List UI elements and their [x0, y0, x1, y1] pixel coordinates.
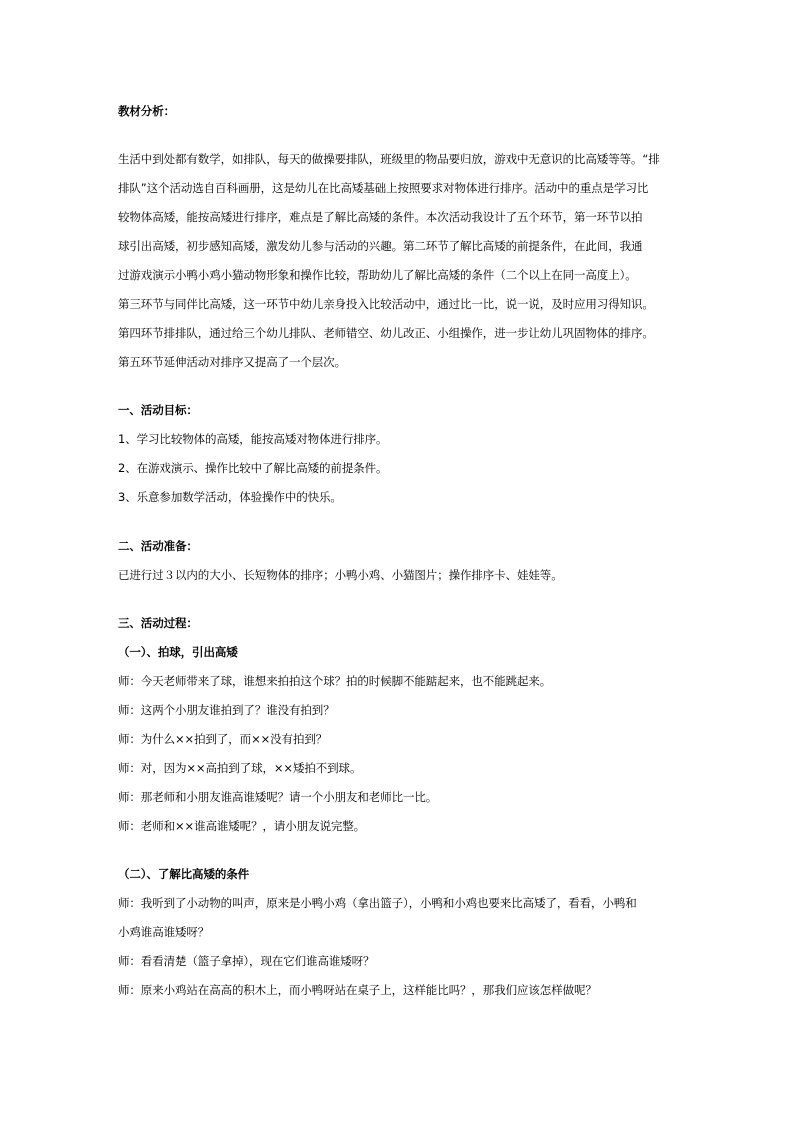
part1-heading: （一）、拍球，引出高矮: [118, 645, 238, 659]
dialogue-line: 师：原来小鸡站在高高的积木上，而小鸭呀站在桌子上，这样能比吗？，那我们应该怎样做呢？: [118, 983, 597, 997]
analysis-line: 球引出高矮，初步感知高矮，激发幼儿参与活动的兴趣。第二环节了解比高矮的前提条件，在此间，我通: [118, 239, 643, 253]
dialogue-line: 师：老师和××谁高谁矮呢？，请小朋友说完整。: [118, 819, 366, 833]
goals-heading: 一、活动目标：: [118, 403, 198, 417]
process-heading: 三、活动过程：: [118, 616, 198, 630]
analysis-line: 第三环节与同伴比高矮，这一环节中幼儿亲身投入比较活动中，通过比一比，说一说，及时应用习得知识。: [118, 297, 654, 311]
goal-item: 2、在游戏演示、操作比较中了解比高矮的前提条件。: [118, 461, 388, 475]
dialogue-line: 师：那老师和小朋友谁高谁矮呢？请一个小朋友和老师比一比。: [118, 790, 438, 804]
dialogue-line: 师：对，因为××高拍到了球，××矮拍不到球。: [118, 761, 362, 775]
prep-text: 已进行过３以内的大小、长短物体的排序；小鸭小鸡、小猫图片；操作排序卡、娃娃等。: [118, 568, 563, 582]
dialogue-line: 师：这两个小朋友谁拍到了？谁没有拍到？: [118, 703, 335, 717]
analysis-heading: 教材分析：: [118, 104, 175, 118]
analysis-line: 过游戏演示小鸭小鸡小猫动物形象和操作比较，帮助幼儿了解比高矮的条件（二个以上在同一高度上）。: [118, 268, 637, 282]
dialogue-line: 师：看看清楚（篮子拿掉），现在它们谁高谁矮呀？: [118, 954, 375, 968]
analysis-line: 生活中到处都有数学，如排队，每天的做操要排队，班级里的物品要归放，游戏中无意识的比高矮等等。“排: [118, 152, 660, 166]
analysis-line: 第五环节延伸活动对排序又提高了一个层次。: [118, 355, 346, 369]
part2-heading: （二）、了解比高矮的条件: [118, 867, 250, 881]
dialogue-line: 师：今天老师带来了球，谁想来拍拍这个球？拍的时候脚不能踮起来，也不能跳起来。: [118, 674, 552, 688]
dialogue-line: 师：为什么××拍到了，而××没有拍到？: [118, 732, 328, 746]
goal-item: 1、学习比较物体的高矮，能按高矮对物体进行排序。: [118, 432, 388, 446]
analysis-line: 较物体高矮，能按高矮进行排序，难点是了解比高矮的条件。本次活动我设计了五个环节，第一环节以拍: [118, 210, 643, 224]
goal-item: 3、乐意参加数学活动，体验操作中的快乐。: [118, 490, 342, 504]
analysis-line: 排队”这个活动选自百科画册，这是幼儿在比高矮基础上按照要求对物体进行排序。活动中的重点是学习比: [118, 181, 649, 195]
prep-heading: 二、活动准备：: [118, 539, 198, 553]
dialogue-line: 小鸡谁高谁矮呀？: [118, 925, 210, 939]
dialogue-line: 师：我听到了小动物的叫声，原来是小鸭小鸡（拿出篮子），小鸭和小鸡也要来比高矮了，看看，小鸭和: [118, 896, 637, 910]
analysis-line: 第四环节排排队，通过给三个幼儿排队、老师错空、幼儿改正、小组操作，进一步让幼儿巩固物体的排序。: [118, 326, 654, 340]
